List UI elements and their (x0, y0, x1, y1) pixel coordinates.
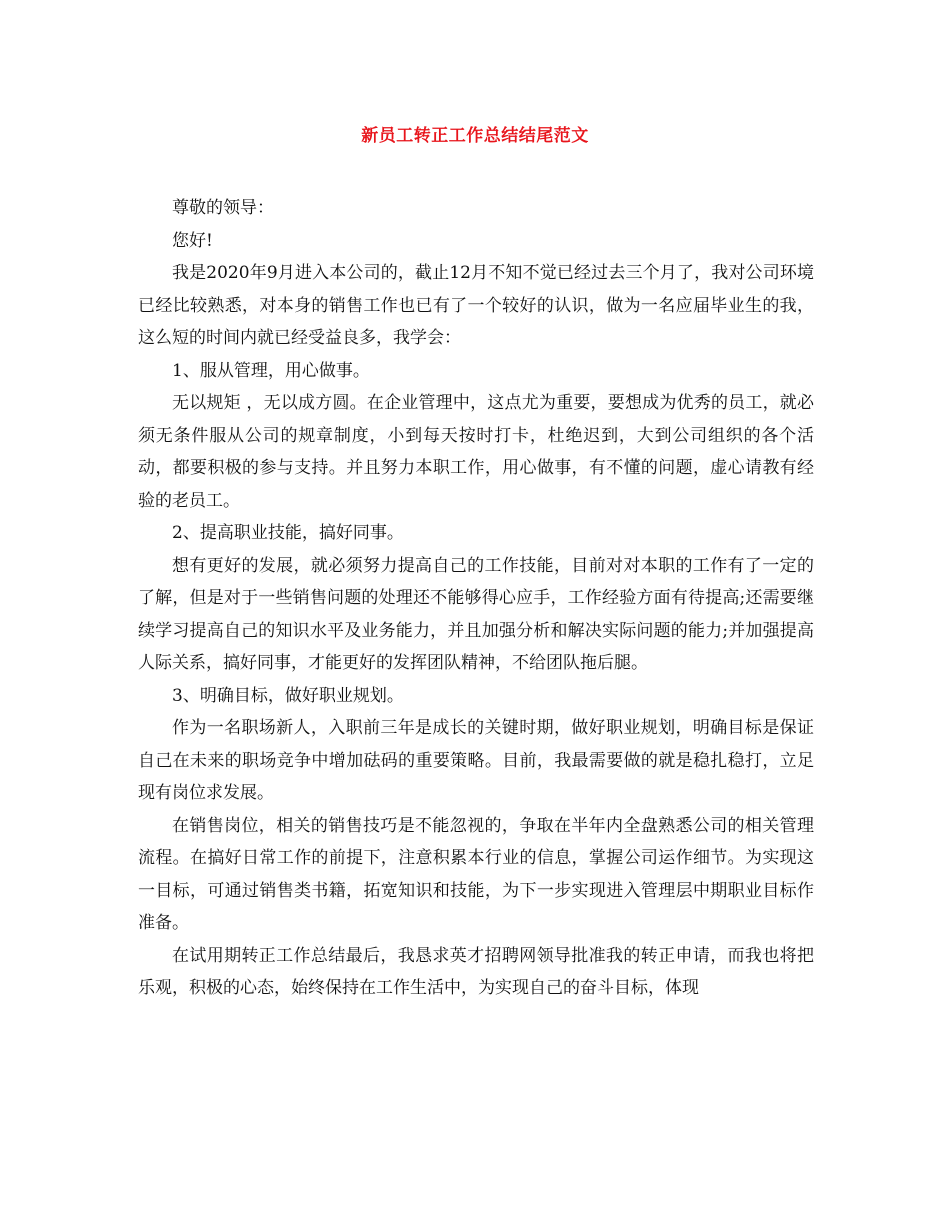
greeting: 您好! (172, 230, 213, 251)
paragraph-closing: 在试用期转正工作总结最后，我恳求英才招聘网领导批准我的转正申请，而我也将把乐观，积极的心态，始终保持在工作生活中，为实现自己的奋斗目标，体现 (138, 945, 814, 998)
paragraph-section-2: 想有更好的发展，就必须努力提高自己的工作技能，目前对对本职的工作有了一定的了解，但是对于一些销售问题的处理还不能够得心应手，工作经验方面有待提高;还需要继续学习提高自己的知识水平及业务能力，并且加强分析和解决实际问题的能力;并加强提高人际关系，搞好同事，才能更好的发挥团队精神，不给团队拖后腿。 (138, 555, 814, 673)
document-title: 新员工转正工作总结结尾范文 (361, 126, 589, 146)
salutation: 尊敬的领导： (172, 198, 274, 218)
section-heading-1: 1、服从管理，用心做事。 (172, 360, 370, 381)
section-heading-2: 2、提高职业技能，搞好同事。 (172, 523, 404, 543)
paragraph-intro: 我是2020年9月进入本公司的，截止12月不知不觉已经过去三个月了，我对公司环境已经比较熟悉，对本身的销售工作也已有了一个较好的认识，做为一名应届毕业生的我，这么短的时间内就已经受益良多，我学会： (138, 263, 814, 348)
paragraph-section-3a: 作为一名职场新人，入职前三年是成长的关键时期，做好职业规划，明确目标是保证自己在未来的职场竞争中增加砝码的重要策略。目前，我最需要做的就是稳扎稳打，立足现有岗位求发展。 (138, 718, 814, 803)
document-body (138, 192, 814, 1005)
section-heading-3: 3、明确目标，做好职业规划。 (172, 685, 404, 706)
paragraph-section-1: 无以规矩 ，无以成方圆。在企业管理中，这点尤为重要，要想成为优秀的员工，就必须无条件服从公司的规章制度，小到每天按时打卡，杜绝迟到，大到公司组织的各个活动，都要积极的参与支持。并且努力本职工作，用心做事，有不懂的问题，虚心请教有经验的老员工。 (138, 393, 814, 511)
paragraph-section-3b: 在销售岗位，相关的销售技巧是不能忽视的，争取在半年内全盘熟悉公司的相关管理流程。在搞好日常工作的前提下，注意积累本行业的信息，掌握公司运作细节。为实现这一目标，可通过销售类书籍，拓宽知识和技能，为下一步实现进入管理层中期职业目标作准备。 (138, 815, 814, 933)
